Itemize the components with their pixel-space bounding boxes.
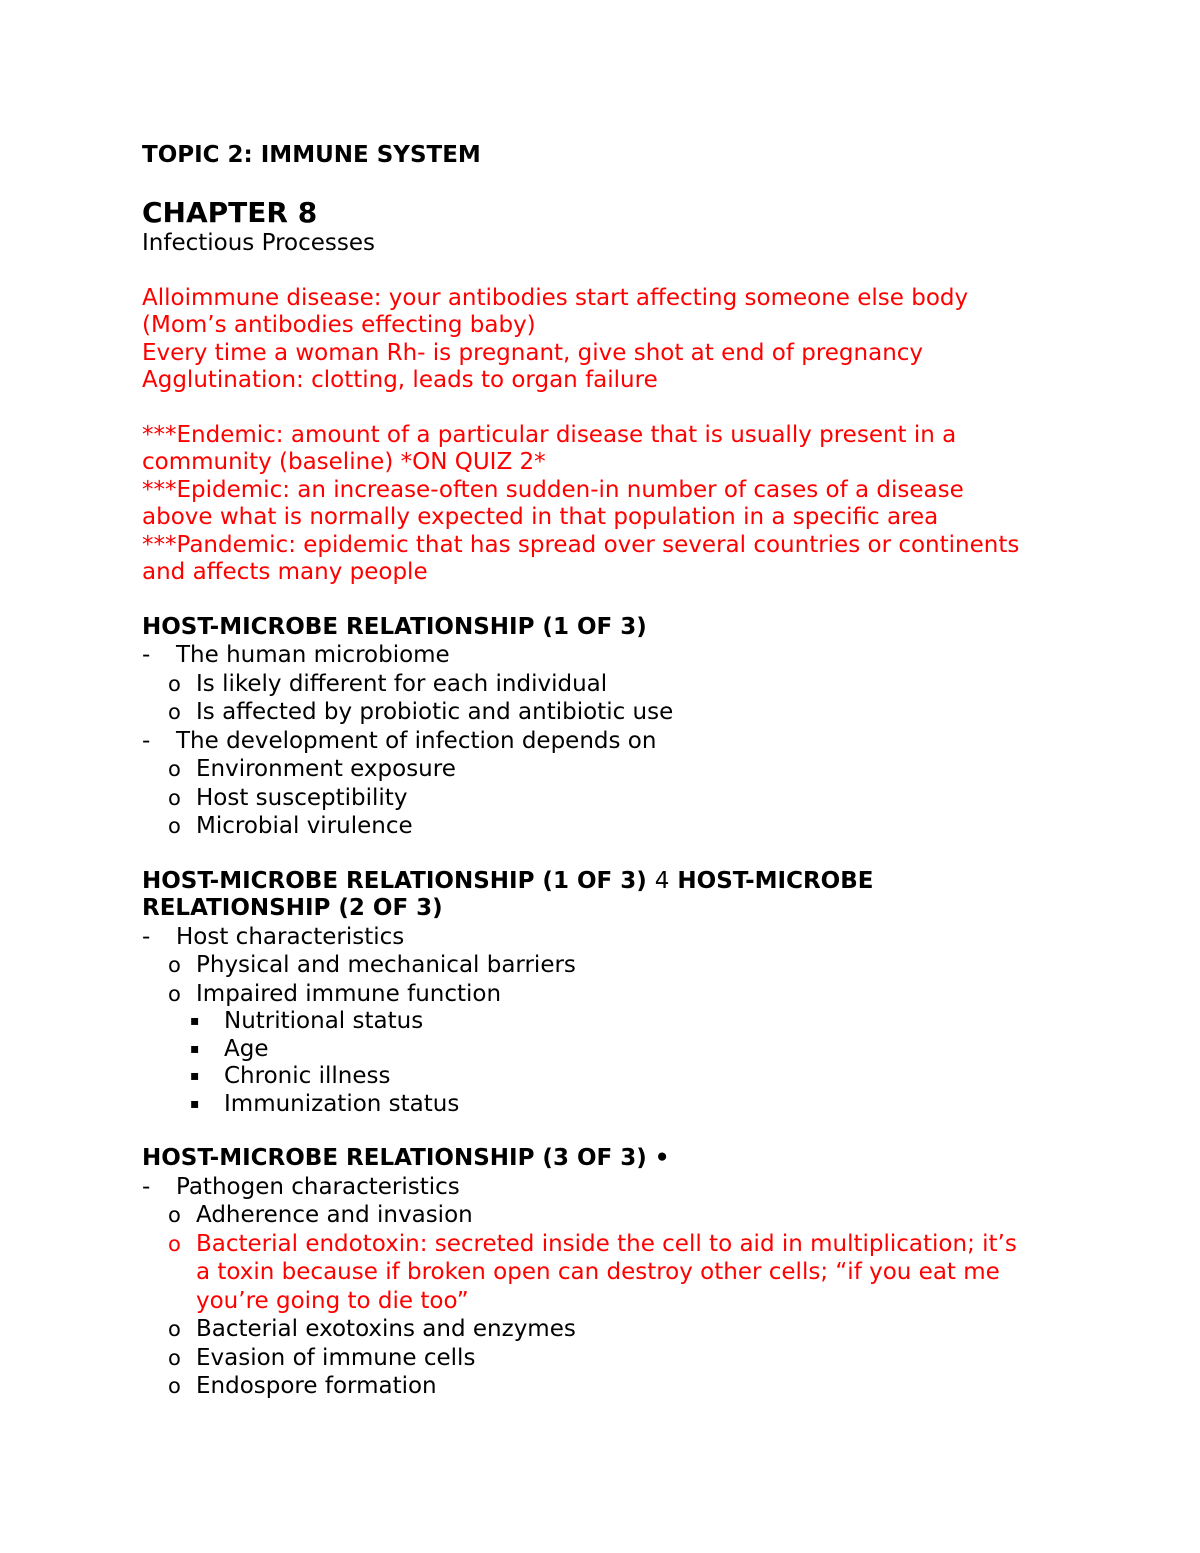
- list-item-text: Immunization status: [224, 1090, 460, 1117]
- note-line: and affects many people: [142, 559, 428, 585]
- list-item-text: Microbial virulence: [196, 813, 413, 839]
- sub-list: [168, 755, 1062, 841]
- section1-list: [142, 641, 1062, 841]
- square-bullet: ▪: [190, 1040, 200, 1057]
- circle-bullet: o: [168, 1203, 181, 1227]
- list-item: [142, 1173, 1062, 1401]
- list-item: [190, 1036, 1062, 1064]
- list-item-text: The development of infection depends on: [176, 727, 657, 754]
- circle-bullet: o: [168, 671, 181, 696]
- section-title-part: HOST-MICROBE RELATIONSHIP (3 OF 3): [142, 1145, 647, 1171]
- list-item-text: Endospore formation: [196, 1373, 437, 1399]
- note-line: Every time a woman Rh- is pregnant, give shot at end of pregnancy: [142, 339, 924, 366]
- document-page: [142, 140, 1062, 1401]
- sub-sub-list: [190, 1008, 1062, 1118]
- list-item-endotoxin: [168, 1230, 1062, 1316]
- list-item-text: you’re going to die too”: [196, 1287, 469, 1314]
- list-item-text: Bacterial exotoxins and enzymes: [196, 1316, 576, 1342]
- list-item-text: Is affected by probiotic and antibiotic use: [196, 699, 674, 725]
- circle-bullet: o: [168, 1345, 181, 1370]
- list-item: [168, 1315, 1062, 1344]
- section-title-number: 4: [654, 867, 670, 894]
- dash-bullet: -: [142, 1173, 151, 1200]
- list-item-text: Is likely different for each individual: [196, 670, 608, 697]
- note-line: (Mom’s antibodies effecting baby): [142, 312, 536, 338]
- sub-list: [168, 1201, 1062, 1401]
- list-item-text: Bacterial endotoxin: secreted inside the cell to aid in multiplication; it’s: [196, 1230, 1017, 1257]
- list-item-text: Age: [224, 1035, 269, 1062]
- note-line: Alloimmune disease: your antibodies start affecting someone else body: [142, 284, 969, 311]
- note-line: Agglutination: clotting, leads to organ failure: [142, 367, 658, 393]
- sub-list: [168, 670, 1062, 727]
- list-item-text: Adherence and invasion: [196, 1202, 473, 1228]
- circle-bullet: o: [168, 700, 181, 724]
- list-item: [168, 980, 1062, 1119]
- note-line: community (baseline) *ON QUIZ 2*: [142, 449, 546, 475]
- square-bullet: ▪: [190, 1068, 200, 1084]
- list-item-text: The human microbiome: [176, 642, 450, 668]
- note-line: ***Pandemic: epidemic that has spread over several countries or continents: [142, 531, 1020, 558]
- list-item-text: Physical and mechanical barriers: [196, 952, 576, 978]
- list-item-text: Environment exposure: [196, 756, 456, 782]
- list-item: [142, 923, 1062, 1119]
- list-item-text: Host characteristics: [176, 923, 405, 950]
- circle-bullet: o: [168, 1317, 181, 1341]
- list-item-text: Nutritional status: [224, 1008, 424, 1034]
- section-title-bullet: •: [654, 1145, 670, 1171]
- dash-bullet: -: [142, 923, 151, 950]
- red-notes-epidemiology: [142, 422, 1062, 587]
- note-line: above what is normally expected in that population in a specific area: [142, 504, 939, 530]
- list-item-text: Impaired immune function: [196, 980, 502, 1007]
- section-title-1: HOST-MICROBE RELATIONSHIP (1 OF 3): [142, 613, 647, 640]
- section3-list: [142, 1173, 1062, 1401]
- list-item: [168, 784, 1062, 813]
- circle-bullet: o: [168, 757, 181, 781]
- list-item: [190, 1008, 1062, 1036]
- dash-bullet: -: [142, 642, 151, 668]
- section2-list: [142, 923, 1062, 1119]
- square-bullet: ▪: [190, 1095, 200, 1112]
- list-item: [168, 755, 1062, 784]
- circle-bullet: o: [168, 814, 181, 838]
- circle-bullet: o: [168, 981, 181, 1006]
- red-notes-alloimmune: [142, 285, 1062, 395]
- circle-bullet: o: [168, 953, 181, 977]
- note-line: ***Endemic: amount of a particular disease that is usually present in a: [142, 421, 957, 448]
- dash-bullet: -: [142, 727, 151, 754]
- chapter-subtitle: Infectious Processes: [142, 230, 375, 256]
- circle-bullet: o: [168, 1231, 181, 1256]
- circle-bullet: o: [168, 1374, 181, 1398]
- chapter-heading: CHAPTER 8: [142, 196, 318, 229]
- list-item: [168, 1372, 1062, 1401]
- square-bullet: ▪: [190, 1013, 200, 1029]
- list-item-text: Pathogen characteristics: [176, 1173, 460, 1200]
- list-item-text: Host susceptibility: [196, 784, 408, 811]
- list-item-text: a toxin because if broken open can destroy other cells; “if you eat me: [196, 1259, 1000, 1285]
- list-item: [142, 641, 1062, 727]
- list-item: [190, 1063, 1062, 1091]
- list-item: [190, 1091, 1062, 1119]
- list-item-text: Evasion of immune cells: [196, 1344, 476, 1371]
- list-item: [168, 951, 1062, 980]
- note-line: ***Epidemic: an increase-often sudden-in number of cases of a disease: [142, 476, 964, 503]
- section-title-2: [142, 868, 1062, 923]
- topic-heading: TOPIC 2: IMMUNE SYSTEM: [142, 142, 481, 168]
- list-item: [168, 1201, 1062, 1230]
- sub-list: [168, 951, 1062, 1118]
- list-item: [168, 670, 1062, 699]
- list-item: [168, 812, 1062, 841]
- circle-bullet: o: [168, 785, 181, 810]
- list-item: [142, 727, 1062, 841]
- section-title-part: HOST-MICROBE: [677, 867, 874, 894]
- list-item-text: Chronic illness: [224, 1063, 391, 1089]
- section-title-part: HOST-MICROBE RELATIONSHIP (1 OF 3): [142, 867, 647, 894]
- list-item: [168, 698, 1062, 727]
- section-title-part: RELATIONSHIP (2 OF 3): [142, 895, 443, 921]
- section-title-3: [142, 1145, 1062, 1173]
- list-item: [168, 1344, 1062, 1373]
